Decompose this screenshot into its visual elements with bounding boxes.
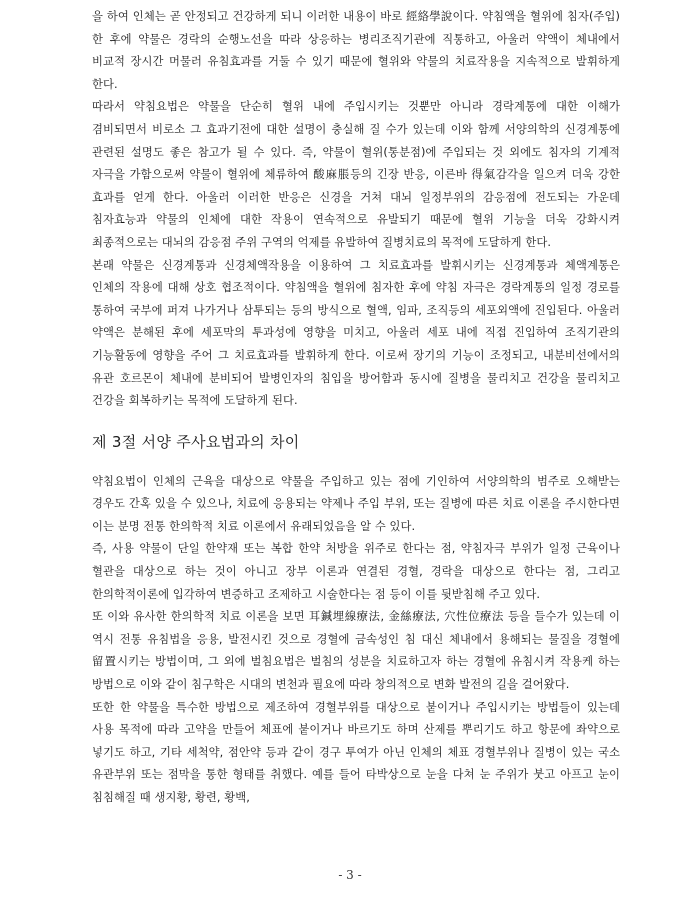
section-3 <box>92 431 620 810</box>
paragraph: 약침요법이 인체의 근육을 대상으로 약물을 주입하고 있는 점에 기인하여 서양의학의 범주로 오해받는 경우도 간혹 있을 수 있으나, 치료에 응용되는 약제나 주입 부위, 또는 질병에 따른 치료 이론을 주시한다면 이는 분명 전통 한의학적 치료 이론에서 유래되었음을 알 수 있다. <box>92 474 620 533</box>
page-number: - 3 - <box>338 868 362 882</box>
paragraph: 본래 약물은 신경계통과 신경체액작용을 이용하여 그 치료효과를 발휘시키는 신경계통과 체액계통은 인체의 작용에 대해 상호 협조적이다. 약침액을 혈위에 침자한 후에 약침 자극은 경락계통의 일정 경로를 통하여 국부에 퍼져 나가거나 삼투되는 등의 방식으로 혈액, 임파, 조직등의 세포외액에 진입된다. 아울러 약액은 분해된 후에 세포막의 투과성에 영향을 미치고, 아울러 세포 내에 직접 진입하여 조직기관의 기능활동에 영향을 주어 그 치료효과를 발휘하게 한다. 이로써 장기의 기능이 조정되고, 내분비선에서의 유관 호르몬이 체내에 분비되어 발병인자의 침입을 방어함과 동시에 질병을 물리치고 건강을 물리치고 건강을 회복하키는 목적에 도달하게 된다. <box>92 258 620 408</box>
section-heading: 제 3절 서양 주사요법과의 차이 <box>92 432 300 451</box>
body-text-bottom <box>92 471 620 810</box>
paragraph: 또한 한 약물을 특수한 방법으로 제조하여 경혈부위를 대상으로 붙이거나 주입시키는 방법들이 있는데 사용 목적에 따라 고약을 만들어 체표에 붙이거나 바르기도 하며 산제를 뿌리기도 하고 항문에 좌약으로 넣기도 하고, 기타 세척약, 점안약 등과 같이 경구 투여가 아닌 인체의 체표 경혈부위나 질병이 있는 국소 유관부위 또는 점막을 통한 형태를 취했다. 예를 들어 타박상으로 눈을 다쳐 눈 주위가 붓고 아프고 눈이 침침해질 때 생지황, 황련, 황백, <box>92 700 620 804</box>
paragraph: 즉, 사용 약물이 단일 한약재 또는 복합 한약 처방을 위주로 한다는 점, 약침자극 부위가 일정 근육이나 혈관을 대상으로 하는 것이 아니고 장부 이론과 연결된 경혈, 경락을 대상으로 한다는 점, 그리고 한의학적이론에 입각하여 변증하고 조제하고 시술한다는 점 등이 이를 뒷받침해 주고 있다. <box>92 542 620 601</box>
paragraph: 을 하여 인체는 곧 안정되고 건강하게 되니 이러한 내용이 바로 經絡學說이다. 약침액을 혈위에 침자(주입)한 후에 약물은 경락의 순행노선을 따라 상응하는 병리조직기관에 직통하고, 아울러 약액이 체내에서 비교적 장시간 머물러 유침효과를 거둘 수 있기 때문에 혈위와 약물의 치료작용을 지속적으로 발휘하게 한다. <box>92 10 620 91</box>
paragraph: 또 이와 유사한 한의학적 치료 이론을 보면 耳鍼埋線療法, 金絲療法, 穴性位療法 등을 들수가 있는데 이 역시 전통 유침법을 응용, 발전시킨 것으로 경혈에 금속성인 침 대신 체내에서 용해되는 물질을 경혈에 留置시키는 방법이며, 그 외에 벌침요법은 벌침의 성분을 치료하고자 하는 경혈에 유침시켜 작용케 하는 방법으로 이와 같이 침구학은 시대의 변천과 필요에 따라 창의적으로 변화 발전의 길을 걸어왔다. <box>92 610 620 692</box>
body-text-top <box>92 6 620 413</box>
paragraph: 따라서 약침요법은 약물을 단순히 혈위 내에 주입시키는 것뿐만 아니라 경락계통에 대한 이해가 겸비되면서 비로소 그 효과기전에 대한 설명이 충실해 질 수가 있는데 이와 함께 서양의학의 신경계통에 관련된 설명도 좋은 참고가 될 수 있다. 즉, 약물이 혈위(통분점)에 주입되는 것 외에도 침자의 기계적 자극을 가함으로써 약물이 혈위에 체류하여 酸麻脹등의 긴장 반응, 이른바 得氣감각을 일으켜 더욱 강한 효과를 얻게 한다. 아울러 이러한 반응은 신경을 거쳐 대뇌 일정부위의 감응점에 전도되는 가운데 침자효능과 약물의 인체에 대한 작용이 연속적으로 유발되기 때문에 혈위 기능을 더욱 강화시켜 최종적으로는 대뇌의 감응점 주위 구역의 억제를 유발하여 질병치료의 목적에 도달하게 한다. <box>92 100 620 249</box>
